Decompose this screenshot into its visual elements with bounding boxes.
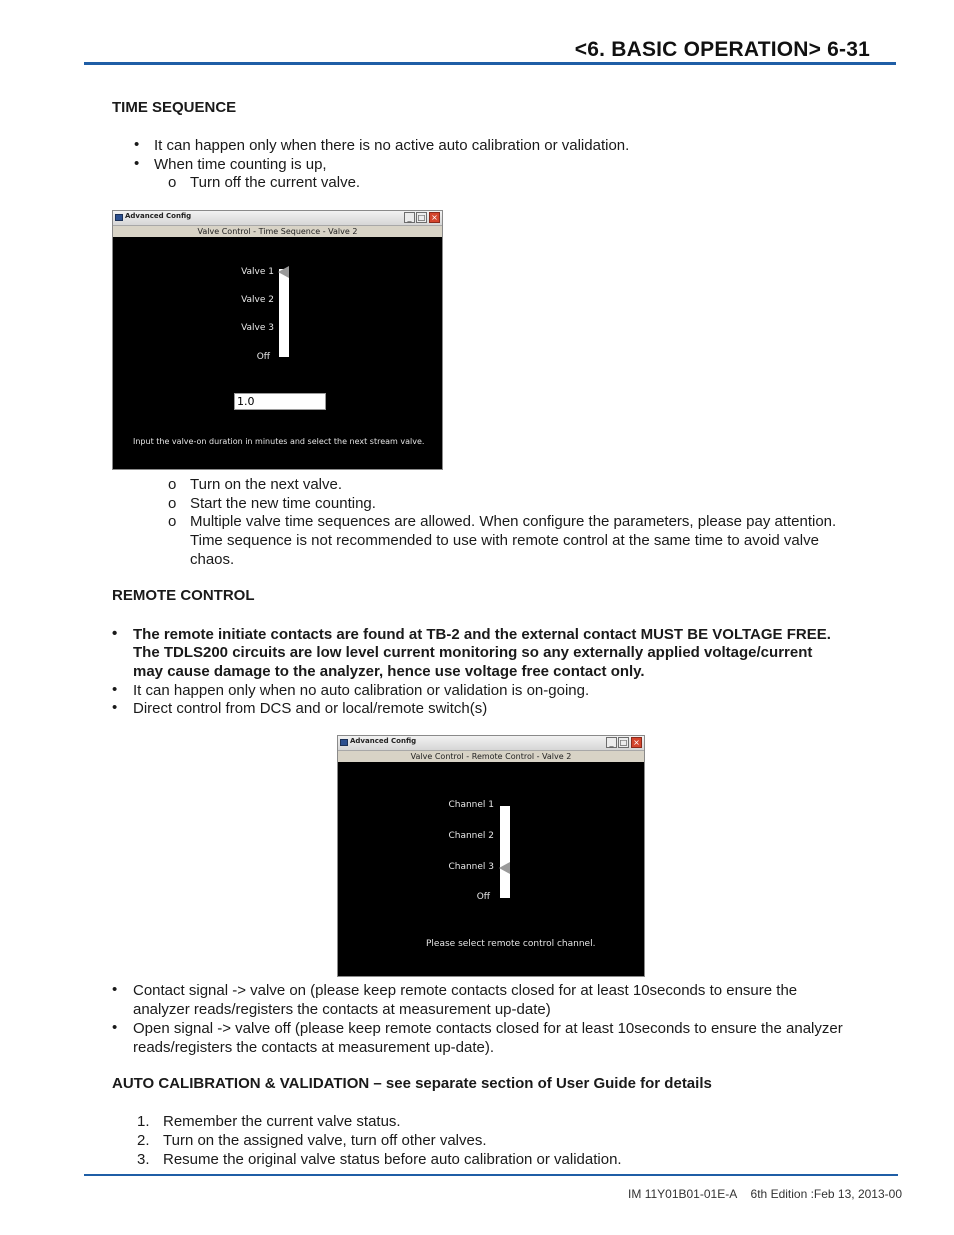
app-icon — [115, 214, 123, 221]
slider-label-channel-3: Channel 3 — [448, 862, 494, 872]
remote-control-heading: REMOTE CONTROL — [112, 587, 255, 604]
time-sequence-heading: TIME SEQUENCE — [112, 99, 237, 116]
maximize-icon[interactable]: □ — [417, 213, 426, 222]
window-instruction: Input the valve-on duration in minutes and select the next stream valve. — [133, 437, 425, 446]
close-icon[interactable]: × — [429, 212, 440, 223]
footer-edition: 6th Edition :Feb 13, 2013-00 — [750, 1187, 902, 1201]
bullet-dot: • — [134, 136, 140, 153]
open-signal-line-1: Open signal -> valve off (please keep remote contacts closed for at least 10seconds to ensure the analyzer — [133, 1020, 843, 1037]
bullet-dot: • — [112, 981, 118, 998]
window-subtitle: Valve Control - Remote Control - Valve 2 — [338, 751, 644, 762]
remote-warning-line-2: The TDLS200 circuits are low level current monitoring so any externally applied voltage/current — [133, 644, 813, 661]
auto-cal-step-3: Resume the original valve status before auto calibration or validation. — [163, 1151, 622, 1168]
remote-warning-line-3: may cause damage to the analyzer, hence use voltage free contact only. — [133, 663, 645, 680]
channel-slider-track[interactable] — [500, 806, 510, 898]
slider-label-valve-2: Valve 2 — [241, 295, 274, 305]
minimize-icon[interactable]: _ — [404, 212, 415, 223]
window-title: Advanced Config — [350, 737, 417, 745]
window-title: Advanced Config — [125, 212, 192, 220]
maximize-icon[interactable]: □ — [619, 738, 628, 747]
step-number: 3. — [137, 1151, 150, 1168]
bullet-dot: • — [112, 625, 118, 642]
time-seq-sub-multiple: Multiple valve time sequences are allowed. When configure the parameters, please pay attention. — [190, 513, 837, 530]
auto-cal-step-1: Remember the current valve status. — [163, 1113, 401, 1130]
slider-label-channel-2: Channel 2 — [448, 831, 494, 841]
valve-slider-thumb[interactable] — [278, 266, 289, 278]
remote-bullet-2: Direct control from DCS and or local/remote switch(s) — [133, 700, 488, 717]
remote-warning-line-1: The remote initiate contacts are found at TB-2 and the external contact MUST BE VOLTAGE FREE. — [133, 626, 831, 643]
time-seq-sub-turn-on: Turn on the next valve. — [190, 476, 343, 493]
auto-calibration-heading: AUTO CALIBRATION & VALIDATION – see separate section of User Guide for details — [112, 1075, 712, 1092]
sub-marker: o — [168, 513, 177, 530]
duration-input[interactable]: 1.0 — [234, 393, 326, 410]
bullet-dot: • — [112, 699, 118, 716]
page-header-title: <6. BASIC OPERATION> 6-31 — [574, 38, 870, 61]
step-number: 1. — [137, 1113, 150, 1130]
slider-label-off: Off — [256, 352, 270, 362]
window-titlebar[interactable] — [338, 736, 644, 751]
footer-text — [628, 1187, 902, 1201]
time-seq-bullet-1: It can happen only when there is no active auto calibration or validation. — [154, 137, 630, 154]
open-signal-line-2: reads/registers the contacts at measurement up-date). — [133, 1039, 495, 1056]
close-icon[interactable]: × — [631, 737, 642, 748]
time-seq-sub-multiple-cont: Time sequence is not recommended to use with remote control at the same time to avoid valve — [190, 532, 819, 549]
bullet-dot: • — [134, 155, 140, 172]
time-seq-sub-turn-off: Turn off the current valve. — [190, 174, 361, 191]
slider-label-valve-1: Valve 1 — [241, 267, 274, 277]
footer-doc-id: IM 11Y01B01-01E-A — [628, 1187, 738, 1201]
slider-label-channel-1: Channel 1 — [448, 800, 494, 810]
time-seq-sub-start: Start the new time counting. — [190, 495, 376, 512]
contact-signal-line-2: analyzer reads/registers the contacts at measurement up-date) — [133, 1001, 551, 1018]
sub-marker: o — [168, 476, 177, 493]
remote-bullet-1: It can happen only when no auto calibration or validation is on-going. — [133, 682, 590, 699]
window-instruction: Please select remote control channel. — [426, 939, 596, 949]
bullet-dot: • — [112, 681, 118, 698]
header-rule — [84, 62, 896, 65]
slider-label-off: Off — [476, 892, 490, 902]
window-subtitle: Valve Control - Time Sequence - Valve 2 — [113, 226, 442, 237]
footer-rule — [84, 1174, 898, 1176]
auto-cal-step-2: Turn on the assigned valve, turn off other valves. — [163, 1132, 487, 1149]
channel-slider-thumb[interactable] — [499, 862, 510, 874]
contact-signal-line-1: Contact signal -> valve on (please keep remote contacts closed for at least 10seconds to ensure the — [133, 982, 798, 999]
step-number: 2. — [137, 1132, 150, 1149]
window-titlebar[interactable] — [113, 211, 442, 226]
sub-marker: o — [168, 495, 177, 512]
bullet-dot: • — [112, 1019, 118, 1036]
slider-label-valve-3: Valve 3 — [241, 323, 274, 333]
app-icon — [340, 739, 348, 746]
time-seq-sub-multiple-end: chaos. — [190, 551, 235, 568]
valve-slider-track[interactable] — [279, 269, 289, 357]
minimize-icon[interactable]: _ — [606, 737, 617, 748]
remote-control-window — [337, 735, 645, 977]
sub-marker: o — [168, 174, 177, 191]
time-seq-bullet-2: When time counting is up, — [154, 156, 327, 173]
time-sequence-window — [112, 210, 443, 470]
